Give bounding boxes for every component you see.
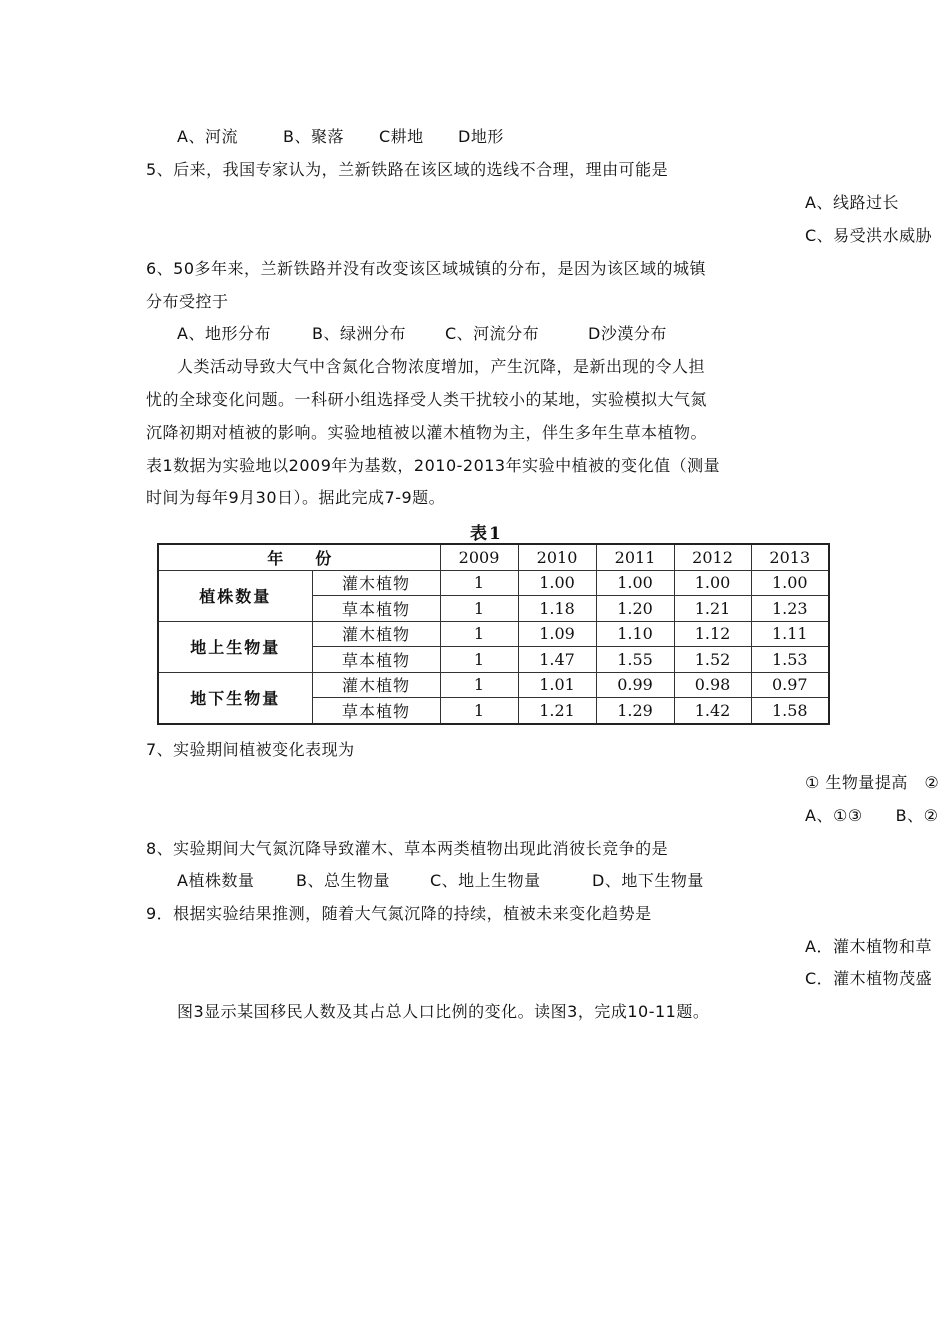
table-cell: 1 [440,647,518,673]
q5-option-c: C、易受洪水威胁 [805,226,933,245]
table-cell: 1.55 [596,647,674,673]
header-year: 2011 [596,544,674,570]
header-year: 2012 [674,544,751,570]
table-cell: 1 [440,621,518,647]
header-year-label: 年 份 [158,544,440,570]
plant-label: 灌木植物 [312,570,440,596]
table-cell: 1.52 [674,647,751,673]
table-header-row [158,544,829,570]
plant-label: 草本植物 [312,647,440,673]
passage-line-1: 人类活动导致大气中含氮化合物浓度增加，产生沉降，是新出现的令人担 [177,357,706,376]
table-cell: 0.99 [596,672,674,698]
table-row [158,621,829,647]
header-year: 2009 [440,544,518,570]
vegetation-change-table [157,543,830,725]
table-cell: 1.18 [518,596,596,622]
header-year: 2010 [518,544,596,570]
q6-stem-line1: 6、50多年来，兰新铁路并没有改变该区域城镇的分布，是因为该区域的城镇 [146,259,707,278]
q5-stem: 5、后来，我国专家认为，兰新铁路在该区域的选线不合理，理由可能是 [146,160,669,179]
table-cell: 1.20 [596,596,674,622]
q5-option-a: A、线路过长 [805,193,899,212]
passage-line-2: 忧的全球变化问题。一科研小组选择受人类干扰较小的某地，实验模拟大气氮 [146,390,708,409]
q4-option-a: A、河流 [177,127,238,146]
plant-label: 灌木植物 [312,621,440,647]
table-cell: 1.23 [751,596,829,622]
plant-label: 灌木植物 [312,672,440,698]
table-cell: 1.00 [518,570,596,596]
group-label: 植株数量 [158,570,312,621]
table-cell: 1.00 [674,570,751,596]
table-row [158,672,829,698]
q6-stem-line2: 分布受控于 [146,292,229,311]
table-cell: 1 [440,596,518,622]
plant-label: 草本植物 [312,698,440,724]
table-cell: 1.21 [674,596,751,622]
group-label: 地下生物量 [158,672,312,724]
table-cell: 1.47 [518,647,596,673]
table-cell: 1.29 [596,698,674,724]
table-cell: 1.21 [518,698,596,724]
q6-option-c: C、河流分布 [445,324,540,343]
table-cell: 1.10 [596,621,674,647]
q8-stem: 8、实验期间大气氮沉降导致灌木、草本两类植物出现此消彼长竞争的是 [146,839,669,858]
q7-stem: 7、实验期间植被变化表现为 [146,740,355,759]
table-cell: 0.98 [674,672,751,698]
q8-option-b: B、总生物量 [296,871,390,890]
table-cell: 0.97 [751,672,829,698]
q4-option-c: C耕地 [379,127,424,146]
q9-stem: 9．根据实验结果推测，随着大气氮沉降的持续，植被未来变化趋势是 [146,904,652,923]
table-cell: 1.11 [751,621,829,647]
table-cell: 1.00 [751,570,829,596]
q7-answer-line: A、①③ B、② [805,806,939,825]
q9-option-a: A．灌木植物和草 [805,937,932,956]
q7-choice-line: ① 生物量提高 ② [805,773,940,792]
q8-option-c: C、地上生物量 [430,871,541,890]
table-cell: 1.58 [751,698,829,724]
q9-option-c: C．灌木植物茂盛 [805,969,933,988]
table-cell: 1.00 [596,570,674,596]
q4-option-b: B、聚落 [283,127,344,146]
q6-option-b: B、绿洲分布 [312,324,406,343]
table-cell: 1 [440,698,518,724]
q6-option-a: A、地形分布 [177,324,271,343]
q8-option-d: D、地下生物量 [592,871,704,890]
table-cell: 1 [440,570,518,596]
table-cell: 1.53 [751,647,829,673]
table-cell: 1.42 [674,698,751,724]
table-row [158,570,829,596]
passage-line-3: 沉降初期对植被的影响。实验地植被以灌木植物为主，伴生多年生草本植物。 [146,423,708,442]
header-year: 2013 [751,544,829,570]
passage-line-5: 时间为每年9月30日）。据此完成7-9题。 [146,488,446,507]
plant-label: 草本植物 [312,596,440,622]
q8-option-a: A植株数量 [177,871,255,890]
table-cell: 1.09 [518,621,596,647]
q6-option-d: D沙漠分布 [588,324,667,343]
q4-option-d: D地形 [458,127,504,146]
table-cell: 1.12 [674,621,751,647]
passage-line-4: 表1数据为实验地以2009年为基数，2010-2013年实验中植被的变化值（测量 [146,456,721,475]
table-caption: 表1 [470,524,503,544]
table-cell: 1 [440,672,518,698]
table-cell: 1.01 [518,672,596,698]
figure3-intro: 图3显示某国移民人数及其占总人口比例的变化。读图3，完成10-11题。 [177,1002,710,1021]
group-label: 地上生物量 [158,621,312,672]
